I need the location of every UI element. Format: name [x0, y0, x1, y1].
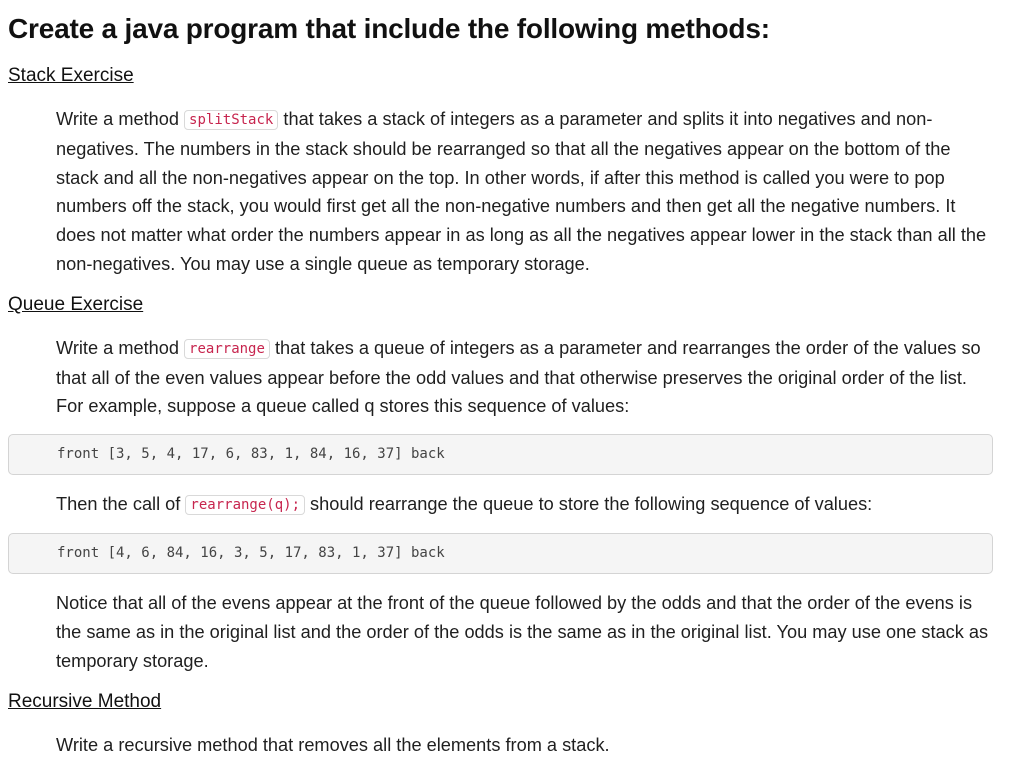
then-intro-text: Then the call of [56, 494, 186, 515]
page-title: Create a java program that include the following methods: [8, 13, 770, 44]
stack-exercise-description [56, 105, 994, 279]
split-stack-method-code: splitStack [184, 110, 278, 130]
queue-exercise-heading: Queue Exercise [8, 293, 144, 315]
then-body-text: should rearrange the queue to store the following sequence of values: [305, 494, 873, 515]
queue-notice-text: Notice that all of the evens appear at the front of the queue followed by the odds and that the order of the evens is the same as in the original list and the order of the odds is the same as in the original list. You may use one stack as temporary storage. [56, 592, 989, 671]
queue-exercise-description [56, 334, 994, 421]
queue-before-code-block: front [3, 5, 4, 17, 6, 83, 1, 84, 16, 37] back [8, 434, 993, 475]
rearrange-method-code: rearrange [184, 339, 270, 359]
queue-intro-text: Write a method [56, 337, 185, 358]
recursive-method-description: Write a recursive method that removes all the elements from a stack. [56, 735, 610, 756]
rearrange-call-code: rearrange(q); [185, 495, 305, 515]
recursive-method-heading: Recursive Method [8, 691, 162, 713]
stack-exercise-heading: Stack Exercise [8, 65, 134, 86]
rearrange-call-description [56, 490, 994, 520]
queue-body-text: that takes a queue of integers as a parameter and rearranges the order of the values so that all of the even values appear before the odd values and that otherwise preserves the original order of the list. For example, suppose a queue called q stores this sequence of values: [56, 337, 981, 417]
stack-intro-text: Write a method [56, 109, 185, 129]
queue-after-code-block: front [4, 6, 84, 16, 3, 5, 17, 83, 1, 37] back [8, 533, 993, 574]
stack-body-text: that takes a stack of integers as a parameter and splits it into negatives and non-negatives. The numbers in the stack should be rearranged so that all the negatives appear on the bottom of the stack and all the non-negatives appear on the top. In other words, if after this method is called you were to pop numbers off the stack, you would first get all the non-negative numbers and then get all the negative numbers. It does not matter what order the numbers appear in as long as all the negatives appear lower in the stack than all the non-negatives. You may use a single queue as temporary storage. [56, 109, 987, 274]
